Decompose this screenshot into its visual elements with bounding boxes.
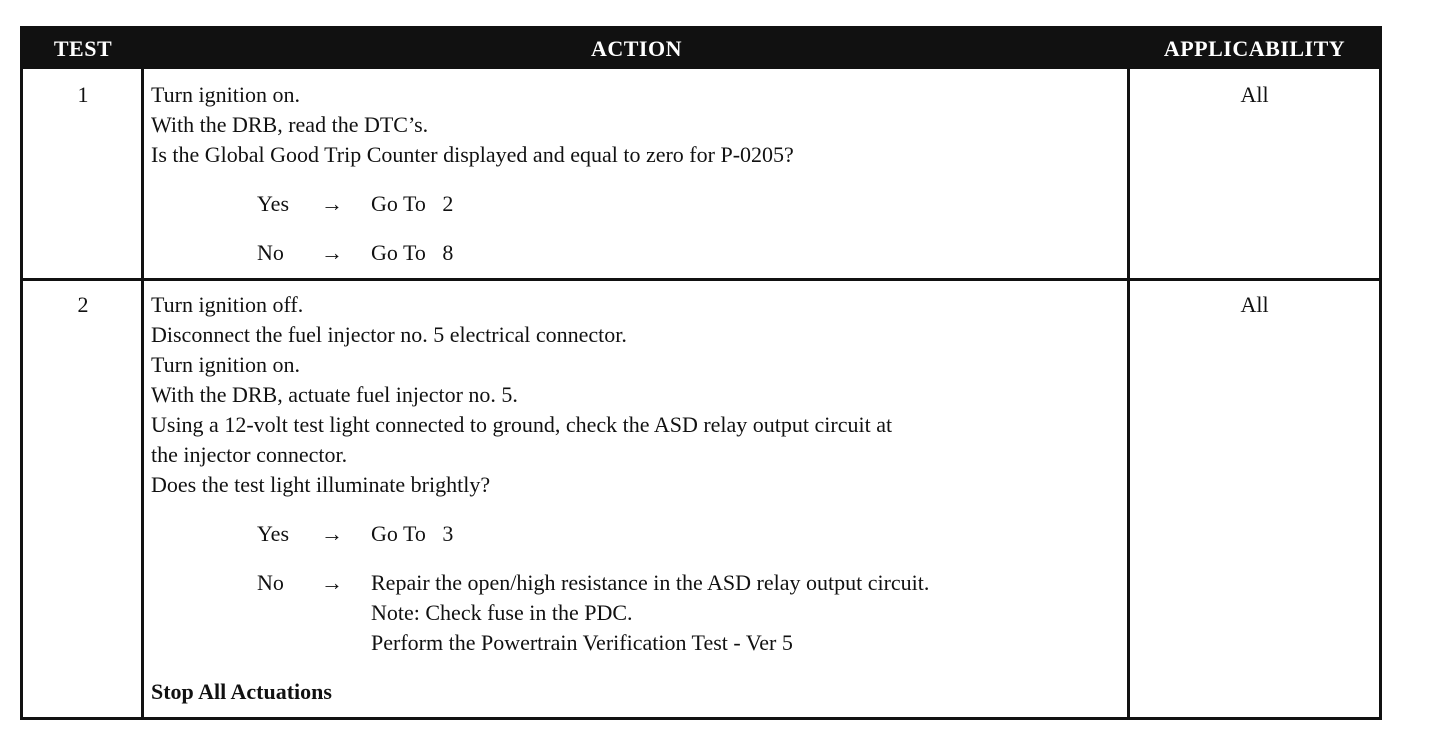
diagnostic-test-table — [20, 26, 1382, 720]
test-2-step-3: Turn ignition on. — [151, 352, 300, 377]
header-applicability: APPLICABILITY — [1163, 36, 1346, 61]
test-2-step-6: the injector connector. — [151, 442, 348, 467]
test-1-no-result: Go To 8 — [371, 240, 454, 265]
test-2-footer-note: Stop All Actuations — [151, 679, 332, 704]
test-2-step-7: Does the test light illuminate brightly? — [151, 472, 491, 497]
test-2-no-label: No — [257, 570, 284, 595]
test-1-step-3: Is the Global Good Trip Counter displayed and equal to zero for P-0205? — [151, 142, 794, 167]
test-1-yes-arrow-icon: → — [321, 191, 343, 216]
test-2-step-2: Disconnect the fuel injector no. 5 electrical connector. — [151, 322, 627, 347]
test-1-step-1: Turn ignition on. — [151, 82, 300, 107]
test-2-step-5: Using a 12-volt test light connected to ground, check the ASD relay output circuit at — [151, 412, 893, 437]
column-divider-2 — [1127, 69, 1130, 717]
row-divider — [23, 278, 1379, 281]
table-header — [23, 29, 1379, 69]
header-test: TEST — [53, 36, 113, 61]
test-2-yes-arrow-icon: → — [321, 521, 343, 546]
test-2-no-result-line-1: Repair the open/high resistance in the ASD relay output circuit. — [371, 570, 930, 595]
test-1-yes-result: Go To 2 — [371, 191, 454, 216]
test-1-yes-label: Yes — [257, 191, 290, 216]
test-2-yes-label: Yes — [257, 521, 290, 546]
test-2-step-4: With the DRB, actuate fuel injector no. 5. — [151, 382, 518, 407]
test-1-applicability: All — [1240, 82, 1269, 107]
test-2-yes-result: Go To 3 — [371, 521, 454, 546]
test-2-no-arrow-icon: → — [321, 570, 343, 595]
test-1-number: 1 — [77, 82, 89, 107]
test-2-applicability: All — [1240, 292, 1269, 317]
header-action: ACTION — [590, 36, 682, 61]
test-1-no-arrow-icon: → — [321, 240, 343, 265]
test-1-no-label: No — [257, 240, 284, 265]
test-2-no-result-line-2: Note: Check fuse in the PDC. — [371, 600, 633, 625]
test-2-step-1: Turn ignition off. — [151, 292, 304, 317]
column-divider-1 — [141, 69, 144, 717]
test-1-step-2: With the DRB, read the DTC’s. — [151, 112, 429, 137]
test-2-no-result-line-3: Perform the Powertrain Verification Test - Ver 5 — [371, 630, 793, 655]
test-2-number: 2 — [77, 292, 89, 317]
